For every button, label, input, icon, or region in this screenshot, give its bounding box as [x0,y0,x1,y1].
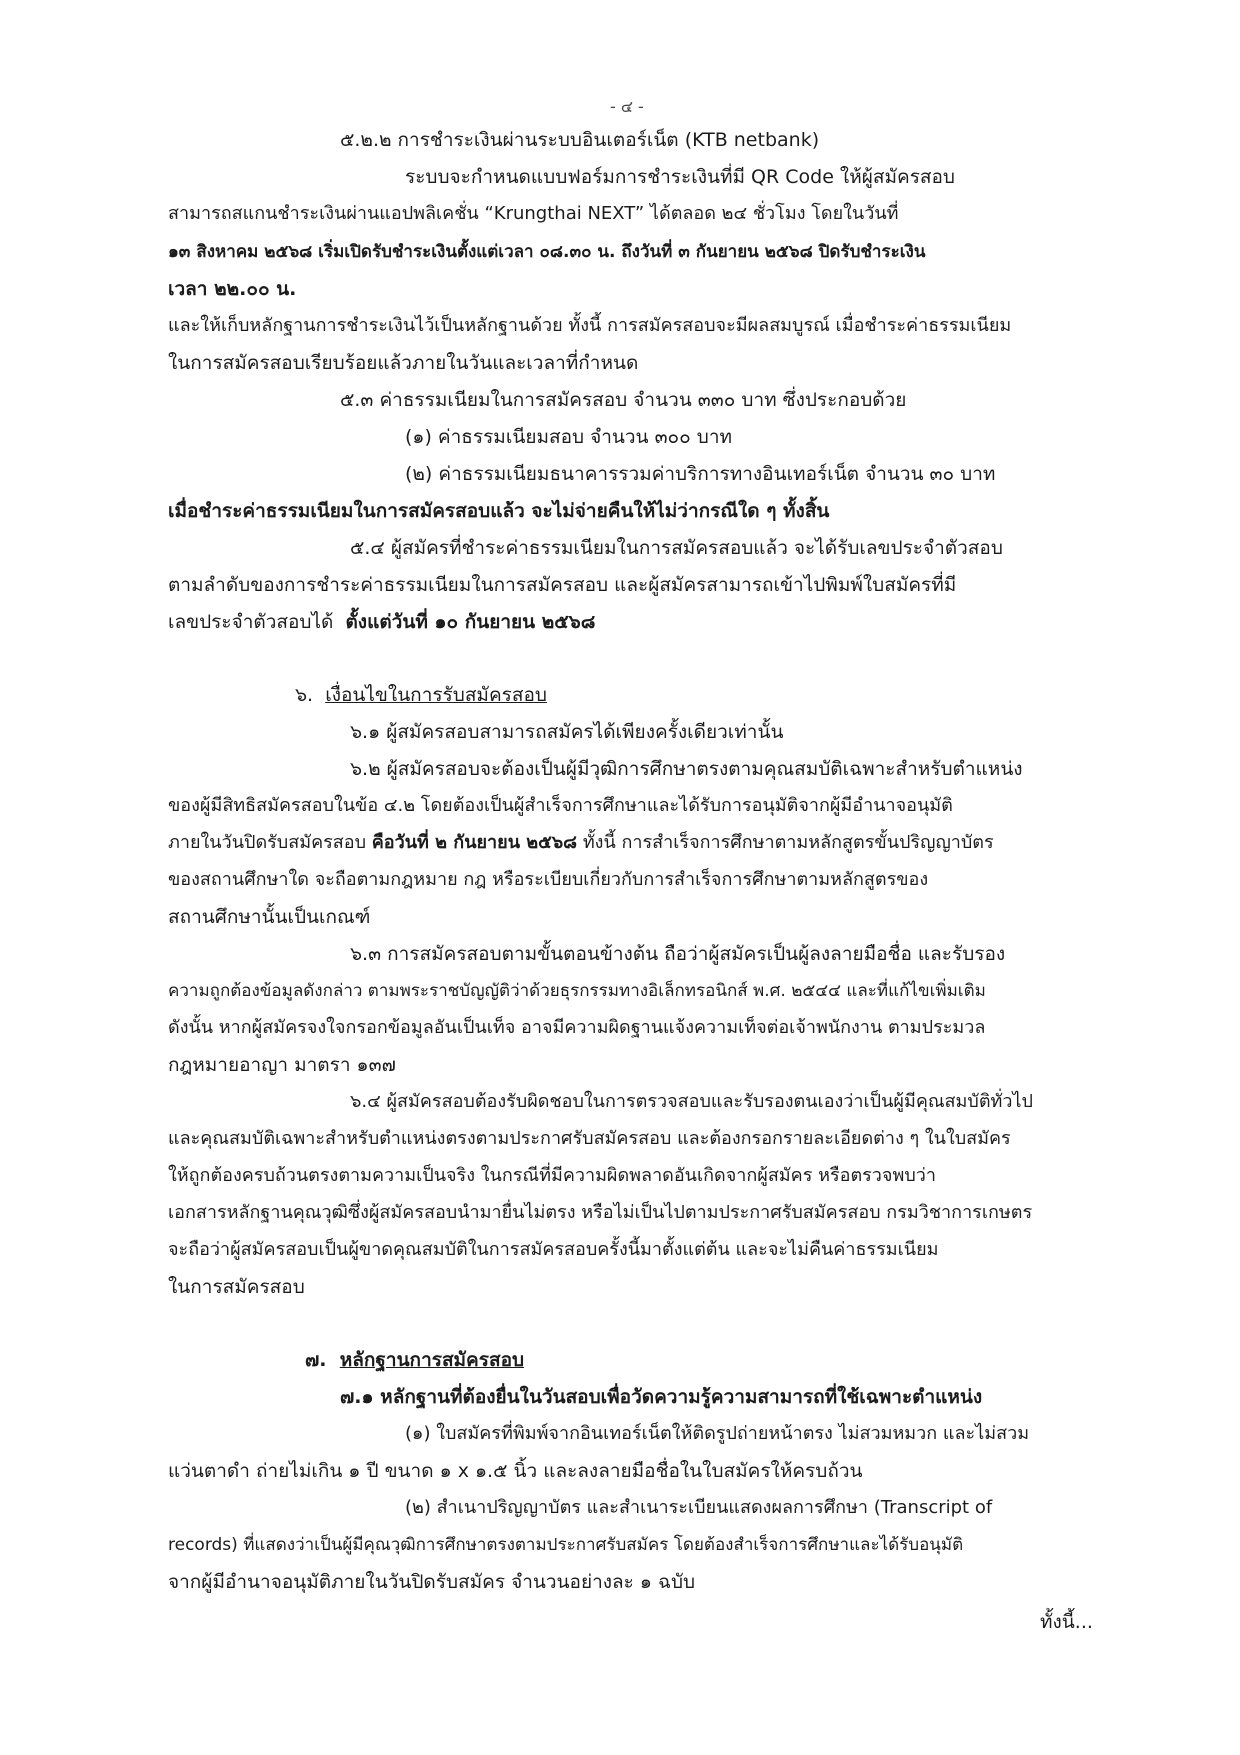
print-start-date: ตั้งแต่วันที่ ๑๐ กันยายน ๒๕๖๘ [345,611,596,633]
section-6-2-text-line: ภายในวันปิดรับสมัครสอบ คือวันที่ ๒ กันยายน ๒๕๖๘ ทั้งนี้ การสำเร็จการศึกษาตามหลักสูตรขั้นปริญญาบัตร [168,832,994,853]
section-6-2-text-line: ของผู้มีสิทธิสมัครสอบในข้อ ๔.๒ โดยต้องเป็นผู้สำเร็จการศึกษาและได้รับการอนุมัติจากผู้มีอำนาจอนุมัติ [168,795,953,816]
section-6-4-text-line: ให้ถูกต้องครบถ้วนตรงตามความเป็นจริง ในกรณีที่มีความผิดพลาดอันเกิดจากผู้สมัคร หรือตรวจพบว่า [168,1165,936,1186]
section-6-title: เงื่อนไขในการรับสมัครสอบ [325,684,547,706]
section-6-3-text-line: กฎหมายอาญา มาตรา ๑๓๗ [168,1054,396,1076]
section-6-2-text-line: สถานศึกษานั้นเป็นเกณฑ์ [168,906,371,928]
section-5-4-text-line: ตามลำดับของการชำระค่าธรรมเนียมในการสมัครสอบ และผู้สมัครสามารถเข้าไปพิมพ์ใบสมัครที่มี [168,574,957,596]
section-5-4-text-line: เลขประจำตัวสอบได้ ตั้งแต่วันที่ ๑๐ กันยายน ๒๕๖๘ [168,611,596,633]
section-5-2-2-heading: ๕.๒.๒ การชำระเงินผ่านระบบอินเตอร์เน็ต (KTB netbank) [340,129,820,151]
section-7-title: หลักฐานการสมัครสอบ [339,1349,525,1371]
section-5-4-text-line: ๕.๔ ผู้สมัครที่ชำระค่าธรรมเนียมในการสมัครสอบแล้ว จะได้รับเลขประจำตัวสอบ [350,537,1003,559]
evidence-item-2-line: records) ที่แสดงว่าเป็นผู้มีคุณวุฒิการศึกษาตรงตามประกาศรับสมัคร โดยต้องสำเร็จการศึกษาและได้รับอนุมัติ [168,1535,964,1555]
section-6-4-text-line: ในการสมัครสอบ [168,1276,305,1298]
section-6-4-text-line: ๖.๔ ผู้สมัครสอบต้องรับผิดชอบในการตรวจสอบและรับรองตนเองว่าเป็นผู้มีคุณสมบัติทั่วไป [350,1091,1033,1112]
section-5-2-2-text-line: ในการสมัครสอบเรียบร้อยแล้วภายในวันและเวลาที่กำหนด [168,352,639,374]
section-6-3-text-line: ความถูกต้องข้อมูลดังกล่าว ตามพระราชบัญญัติว่าด้วยธุรกรรมทางอิเล็กทรอนิกส์ พ.ศ. ๒๕๔๔ และที่แก้ไขเพิ่มเติม [168,981,986,1001]
evidence-item-1-line: แว่นตาดำ ถ่ายไม่เกิน ๑ ปี ขนาด ๑ x ๑.๕ นิ้ว และลงลายมือชื่อในใบสมัครให้ครบถ้วน [168,1460,863,1482]
section-5-2-2-text-line: และให้เก็บหลักฐานการชำระเงินไว้เป็นหลักฐานด้วย ทั้งนี้ การสมัครสอบจะมีผลสมบูรณ์ เมื่อชำระค่าธรรมเนียม [168,315,1012,336]
evidence-item-1-line: (๑) ใบสมัครที่พิมพ์จากอินเทอร์เน็ตให้ติดรูปถ่ายหน้าตรง ไม่สวมหมวก และไม่สวม [405,1423,1030,1444]
refund-note: เมื่อชำระค่าธรรมเนียมในการสมัครสอบแล้ว จะไม่จ่ายคืนให้ไม่ว่ากรณีใด ๆ ทั้งสิ้น [168,500,830,522]
fee-item: (๒) ค่าธรรมเนียมธนาคารรวมค่าบริการทางอินเทอร์เน็ต จำนวน ๓๐ บาท [405,463,996,485]
fee-item: (๑) ค่าธรรมเนียมสอบ จำนวน ๓๐๐ บาท [405,426,733,448]
section-6-2-text-line: ๖.๒ ผู้สมัครสอบจะต้องเป็นผู้มีวุฒิการศึกษาตรงตามคุณสมบัติเฉพาะสำหรับตำแหน่ง [350,758,1023,780]
section-6-3-text-line: ๖.๓ การสมัครสอบตามขั้นตอนข้างต้น ถือว่าผู้สมัครเป็นผู้ลงลายมือชื่อ และรับรอง [350,943,1006,965]
page-number: - ๔ - [610,97,644,116]
section-7-number: ๗. [305,1349,327,1371]
section-5-2-2-text-line: สามารถสแกนชำระเงินผ่านแอปพลิเคชั่น “Krungthai NEXT” ได้ตลอด ๒๔ ชั่วโมง โดยในวันที่ [168,203,899,224]
section-6-1-text: ๖.๑ ผู้สมัครสอบสามารถสมัครได้เพียงครั้งเดียวเท่านั้น [350,721,784,743]
evidence-item-2-line: (๒) สำเนาปริญญาบัตร และสำเนาระเบียนแสดงผลการศึกษา (Transcript of [405,1497,993,1518]
section-5-2-2-text-line: ระบบจะกำหนดแบบฟอร์มการชำระเงินที่มี QR Code ให้ผู้สมัครสอบ [405,166,955,188]
section-6-4-text-line: เอกสารหลักฐานคุณวุฒิซึ่งผู้สมัครสอบนำมายื่นไม่ตรง หรือไม่เป็นไปตามประกาศรับสมัครสอบ กรมวิชาการเกษตร [168,1202,1033,1223]
section-5-3-heading: ๕.๓ ค่าธรรมเนียมในการสมัครสอบ จำนวน ๓๓๐ บาท ซึ่งประกอบด้วย [340,389,907,411]
section-5-2-2-bold-line: ๑๓ สิงหาคม ๒๕๖๘ เริ่มเปิดรับชำระเงินตั้งแต่เวลา ๐๘.๓๐ น. ถึงวันที่ ๓ กันยายน ๒๕๖๘ ปิดรับชำระเงิน [168,242,926,262]
section-6-number: ๖. [295,684,314,706]
application-close-date: คือวันที่ ๒ กันยายน ๒๕๖๘ [371,832,578,853]
section-7-1-heading: ๗.๑ หลักฐานที่ต้องยื่นในวันสอบเพื่อวัดความรู้ความสามารถที่ใช้เฉพาะตำแหน่ง [340,1386,983,1408]
section-6-2-text-line: ของสถานศึกษาใด จะถือตามกฎหมาย กฎ หรือระเบียบเกี่ยวกับการสำเร็จการศึกษาตามหลักสูตรของ [168,869,929,890]
section-6-4-text-line: จะถือว่าผู้สมัครสอบเป็นผู้ขาดคุณสมบัติในการสมัครสอบครั้งนี้มาตั้งแต่ต้น และจะไม่คืนค่าธรรมเนียม [168,1239,939,1260]
section-6-heading [295,683,547,707]
section-7-heading [305,1348,524,1372]
section-6-3-text-line: ดังนั้น หากผู้สมัครจงใจกรอกข้อมูลอันเป็นเท็จ อาจมีความผิดฐานแจ้งความเท็จต่อเจ้าพนักงาน ตามประมวล [168,1017,986,1038]
evidence-item-2-line: จากผู้มีอำนาจอนุมัติภายในวันปิดรับสมัคร จำนวนอย่างละ ๑ ฉบับ [168,1571,696,1593]
continuation-marker: ทั้งนี้... [1040,1611,1093,1633]
section-5-2-2-bold-line: เวลา ๒๒.๐๐ น. [168,278,297,300]
section-6-4-text-line: และคุณสมบัติเฉพาะสำหรับตำแหน่งตรงตามประกาศรับสมัครสอบ และต้องกรอกรายละเอียดต่าง ๆ ในใบสมัคร [168,1128,1011,1149]
